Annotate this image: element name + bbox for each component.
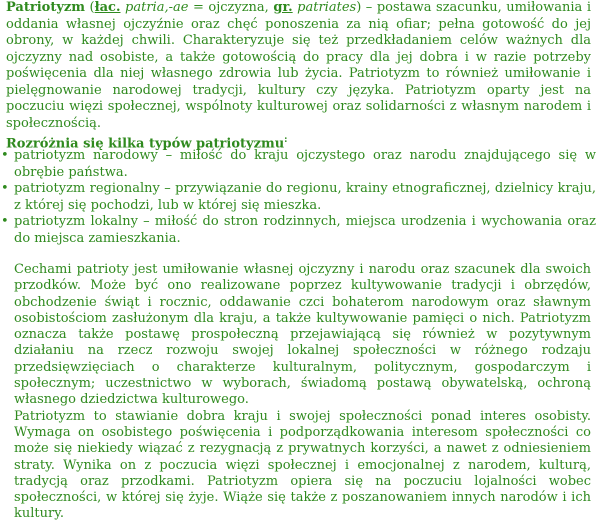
- intro-paragraph: [6, 0, 591, 132]
- greek-abbreviation: gr.: [273, 0, 293, 15]
- bullet-icon: •: [1, 148, 9, 163]
- paragraph-traits: Cechami patrioty jest umiłowanie własnej ojczyzny i narodu oraz szacunek dla swoich przodków. Może być ono realizowane poprzez kultywowanie tradycji i obrzędów, obchodzenie świąt i rocznic, oddawanie czci bohaterom narodowym oraz sławnym osobistościom zasłużonym dla kraju, a także kultywowanie pamięci o nich. Patriotyzm oznacza także postawę prospołeczną przejawiającą się również w pozytywnym działaniu na rzecz rozwoju swojej lokalnej społeczności w różnego rodzaju przedsięwzięciach o charakterze kulturalnym, politycznym, gospodarczym i społecznym; uczestnictwo w wyborach, świadomą postawą obywatelską, ochroną własnego dziedzictwa kulturowego.: [14, 262, 591, 408]
- list-item: [0, 181, 596, 214]
- types-heading-suffix: :: [284, 135, 288, 145]
- greek-term: patriates: [292, 0, 357, 15]
- paragraph-interest: Patriotyzm to stawianie dobra kraju i swojej społeczności ponad interes osobisty. Wymaga on osobistego poświęcenia i podporządkowania interesom społeczności co może się niekiedy wiązać z rezygnacją z prywatnych korzyści, a nawet z odniesieniem straty. Wynika on z poczucia więzi społecznej i emocjonalnej z narodem, kulturą, tradycją oraz przodkami. Patriotyzm opiera się na poczuciu lojalności wobec społeczności, w której się żyje. Wiąże się także z poszanowaniem innych narodów i ich kultury.: [14, 408, 591, 522]
- list-item: [0, 214, 596, 247]
- body-paragraphs: [14, 262, 591, 523]
- list-item: [0, 148, 596, 181]
- intro-open-paren: (: [85, 0, 95, 15]
- list-item-text: patriotyzm lokalny – miłość do stron rodzinnych, miejsca urodzenia i wychowania oraz do miejsca zamieszkania.: [14, 214, 596, 246]
- list-item-text: patriotyzm narodowy – miłość do kraju ojczystego oraz narodu znajdującego się w obrębie państwa.: [14, 148, 596, 180]
- types-heading-text: Rozróżnia się kilka typów patriotyzmu: [6, 136, 285, 152]
- intro-definition: ) – postawa szacunku, umiłowania i oddania własnej ojczyźnie oraz chęć ponoszenia za nią ofiar; pełna gotowość do jej obrony, w każdej chwili. Charakteryzuje się też przedkładaniem celów ważnych dla ojczyzny nad osobiste, a także gotowością do pracy dla jej dobra i w razie potrzeby poświęcenia dla niej własnego zdrowia lub życia. Patriotyzm to również umiłowanie i pielęgnowanie narodowej tradycji, kultury czy języka. Patriotyzm oparty jest na poczuciu więzi społecznej, wspólnoty kulturowej oraz solidarności z własnym narodem i społecznością.: [6, 0, 591, 131]
- types-list: [0, 148, 596, 248]
- latin-term: patria,-ae: [120, 0, 189, 15]
- intro-term: Patriotyzm: [6, 0, 86, 15]
- list-item-text: patriotyzm regionalny – przywiązanie do regionu, krainy etnograficznej, dzielnicy kraju, z której się pochodzi, lub w której się mieszka.: [14, 181, 596, 213]
- latin-abbreviation: łac.: [94, 0, 121, 15]
- bullet-icon: •: [1, 181, 9, 197]
- latin-meaning: = ojczyzna,: [188, 0, 274, 15]
- bullet-icon: •: [1, 214, 9, 230]
